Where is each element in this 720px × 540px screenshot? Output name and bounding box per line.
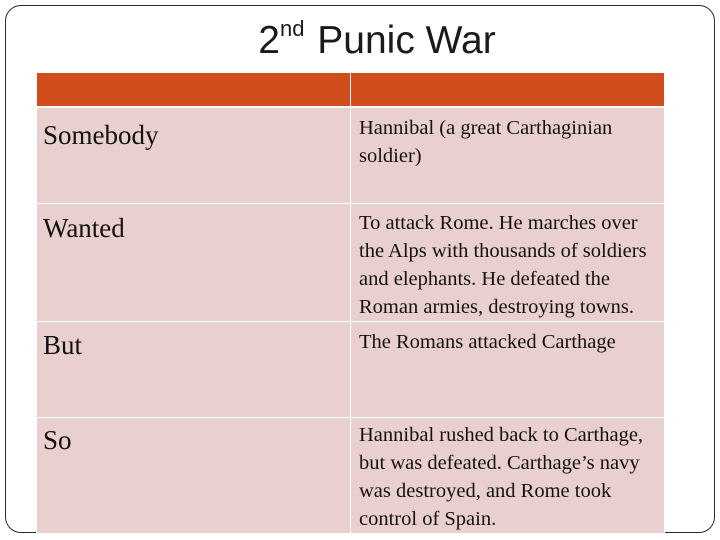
row-text: Hannibal rushed back to Carthage, but was defeated. Carthage’s navy was destroyed, and Rome took control of Spain.: [359, 424, 644, 530]
table-row-but: [37, 322, 665, 418]
table-row-wanted: [37, 204, 665, 322]
row-text: To attack Rome. He marches over the Alps with thousands of soldiers and elephants. He defeated the Roman armies, destroying towns.: [359, 212, 647, 318]
row-label-cell: [37, 418, 351, 534]
table-header-row: [37, 73, 665, 108]
row-text: Hannibal (a great Carthaginian soldier): [359, 117, 613, 167]
table-row-somebody: [37, 107, 665, 204]
title-superscript: nd: [279, 16, 305, 41]
row-text-cell: [351, 107, 665, 204]
header-cell-left: [37, 73, 351, 108]
table-row-so: [37, 418, 665, 534]
row-label: So: [43, 425, 72, 455]
row-label: Wanted: [43, 213, 125, 243]
row-label-cell: [37, 204, 351, 322]
row-label: Somebody: [43, 120, 159, 150]
title-rest: Punic War: [306, 19, 496, 62]
row-text-cell: [351, 204, 665, 322]
title-prefix: 2: [258, 19, 280, 62]
slide-title: [0, 18, 720, 60]
header-cell-right: [351, 73, 665, 108]
row-text-cell: [351, 418, 665, 534]
row-text: The Romans attacked Carthage: [359, 331, 616, 353]
row-label: But: [43, 330, 83, 360]
row-label-cell: [37, 107, 351, 204]
somebody-wanted-but-so-table: [36, 72, 665, 534]
row-text-cell: [351, 322, 665, 418]
row-label-cell: [37, 322, 351, 418]
